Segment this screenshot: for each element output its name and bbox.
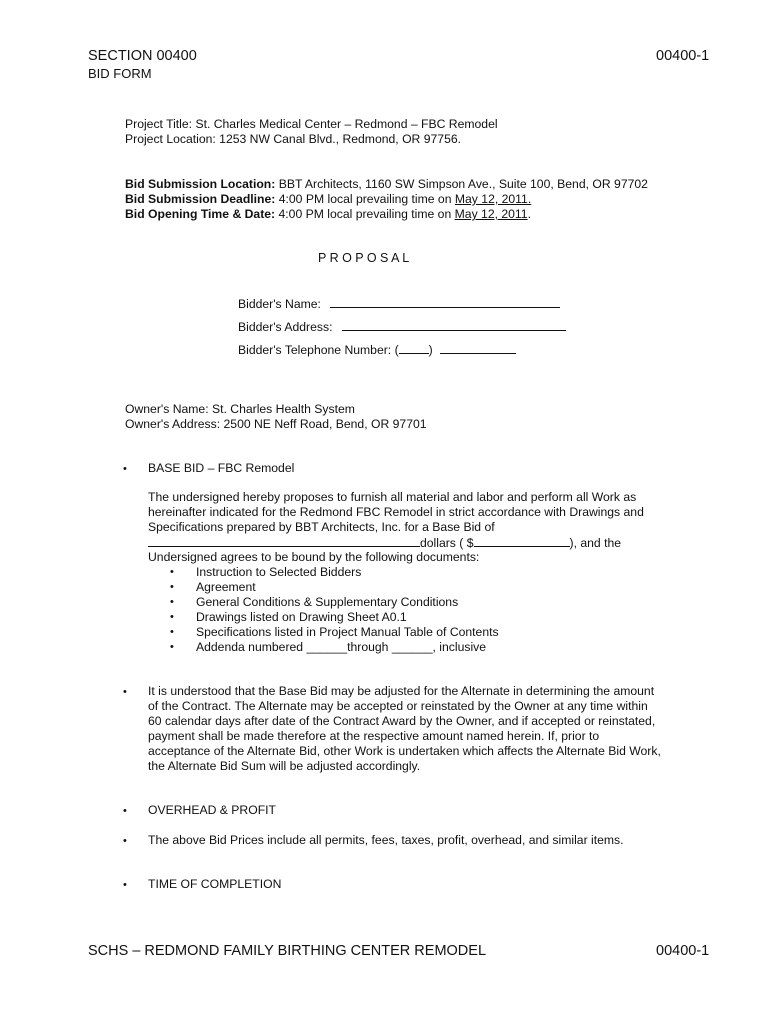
alternate-line-6: the Alternate Bid Sum will be adjusted accordingly.: [148, 759, 421, 773]
bid-opening-suffix: .: [527, 207, 531, 221]
bullet-icon: •: [123, 835, 127, 847]
section-number: SECTION 00400: [88, 48, 197, 64]
list-item: • Specifications listed in Project Manual Table of Contents: [170, 625, 499, 639]
bullet-icon: •: [123, 686, 127, 698]
bid-submission-deadline-text: 4:00 PM local prevailing time on: [275, 192, 455, 206]
base-bid-para-line-5: Undersigned agrees to be bound by the following documents:: [148, 550, 480, 564]
project-title: Project Title: St. Charles Medical Center – Redmond – FBC Remodel: [125, 117, 498, 131]
base-bid-para-line-3: Specifications prepared by BBT Architects, Inc. for a Base Bid of: [148, 520, 495, 534]
footer-page-code: 00400-1: [656, 943, 710, 959]
bullet-icon: •: [170, 611, 174, 623]
list-item: • Drawings listed on Drawing Sheet A0.1: [170, 610, 407, 624]
completion-heading: TIME OF COMPLETION: [148, 877, 282, 891]
bullet-icon: •: [170, 641, 174, 653]
bullet-icon: •: [123, 805, 127, 817]
owner-address: Owner's Address: 2500 NE Neff Road, Bend, OR 97701: [125, 417, 427, 431]
bid-submission-deadline-label: Bid Submission Deadline:: [125, 192, 276, 206]
bid-opening-date: May 12, 2011: [454, 207, 528, 221]
bid-submission-location-value: BBT Architects, 1160 SW Simpson Ave., Suite 100, Bend, OR 97702: [275, 177, 648, 191]
base-bid-heading: BASE BID – FBC Remodel: [148, 461, 295, 475]
footer-title: SCHS – REDMOND FAMILY BIRTHING CENTER REMODEL: [88, 943, 487, 959]
bid-submission-deadline-date: May 12, 2011.: [454, 192, 532, 206]
bullet-icon: •: [123, 463, 127, 475]
alternate-line-1: It is understood that the Base Bid may be adjusted for the Alternate in determining the amount: [148, 684, 655, 698]
bullet-icon: •: [170, 626, 174, 638]
base-bid-para-line-2: hereinafter indicated for the Redmond FBC Remodel in strict accordance with Drawings and: [148, 505, 644, 519]
bid-opening-label: Bid Opening Time & Date:: [125, 207, 276, 221]
bid-submission-deadline: [125, 192, 531, 207]
bidders-phone-paren: ): [428, 343, 433, 357]
overhead-heading: OVERHEAD & PROFIT: [148, 803, 276, 817]
base-bid-documents-list: [170, 565, 499, 655]
bullet-icon: •: [170, 596, 174, 608]
base-bid-para-line-1: The undersigned hereby proposes to furnish all material and labor and perform all Work as: [148, 490, 637, 504]
bid-prices-text: The above Bid Prices include all permits, fees, taxes, profit, overhead, and similar items.: [148, 833, 624, 847]
base-bid-words-field[interactable]: [148, 535, 420, 547]
alternate-line-5: acceptance of the Alternate Bid, other Work is undertaken which affects the Alternate Bid Work,: [148, 744, 661, 758]
base-bid-dollars-text: dollars ( $: [420, 536, 474, 550]
list-item: • Addenda numbered ______through ______, inclusive: [170, 640, 487, 654]
alternate-line-3: 60 calendar days after date of the Contract Award by the Owner, and if accepted or reinstated,: [148, 714, 656, 728]
alternate-line-2: of the Contract. The Alternate may be accepted or reinstated by the Owner at any time within: [148, 699, 648, 713]
list-item: • Instruction to Selected Bidders: [170, 565, 362, 579]
base-bid-amount-field[interactable]: [474, 535, 570, 547]
project-location: Project Location: 1253 NW Canal Blvd., Redmond, OR 97756.: [125, 132, 462, 146]
alternate-line-4: payment shall be made therefore at the respective amount named herein. If, prior to: [148, 729, 600, 743]
bidders-phone-area-field[interactable]: [399, 342, 429, 354]
list-item: • Agreement: [170, 580, 256, 594]
base-bid-amount-row: [148, 535, 621, 551]
bullet-icon: •: [123, 879, 127, 891]
bidders-name-row: [238, 296, 560, 312]
bullet-icon: •: [170, 566, 174, 578]
bidders-address-row: [238, 319, 566, 335]
owner-name: Owner's Name: St. Charles Health System: [125, 402, 355, 416]
bidders-phone-number-field[interactable]: [440, 342, 516, 354]
base-bid-and-the-text: ), and the: [569, 536, 622, 550]
bid-submission-location: [125, 177, 648, 192]
bidders-name-label: Bidder's Name:: [238, 297, 321, 311]
bid-opening-text: 4:00 PM local prevailing time on: [275, 207, 455, 221]
list-item: • General Conditions & Supplementary Conditions: [170, 595, 459, 609]
form-title: BID FORM: [88, 66, 152, 81]
bidders-address-label: Bidder's Address:: [238, 320, 333, 334]
bidders-address-field[interactable]: [342, 319, 566, 331]
bidders-name-field[interactable]: [330, 296, 560, 308]
bid-submission-location-label: Bid Submission Location:: [125, 177, 276, 191]
bullet-icon: •: [170, 581, 174, 593]
bid-opening: [125, 207, 531, 222]
proposal-title: P R O P O S A L: [318, 251, 410, 265]
bidders-phone-label: Bidder's Telephone Number: (: [238, 343, 399, 357]
page-code: 00400-1: [656, 48, 710, 64]
bidders-phone-row: [238, 342, 516, 358]
